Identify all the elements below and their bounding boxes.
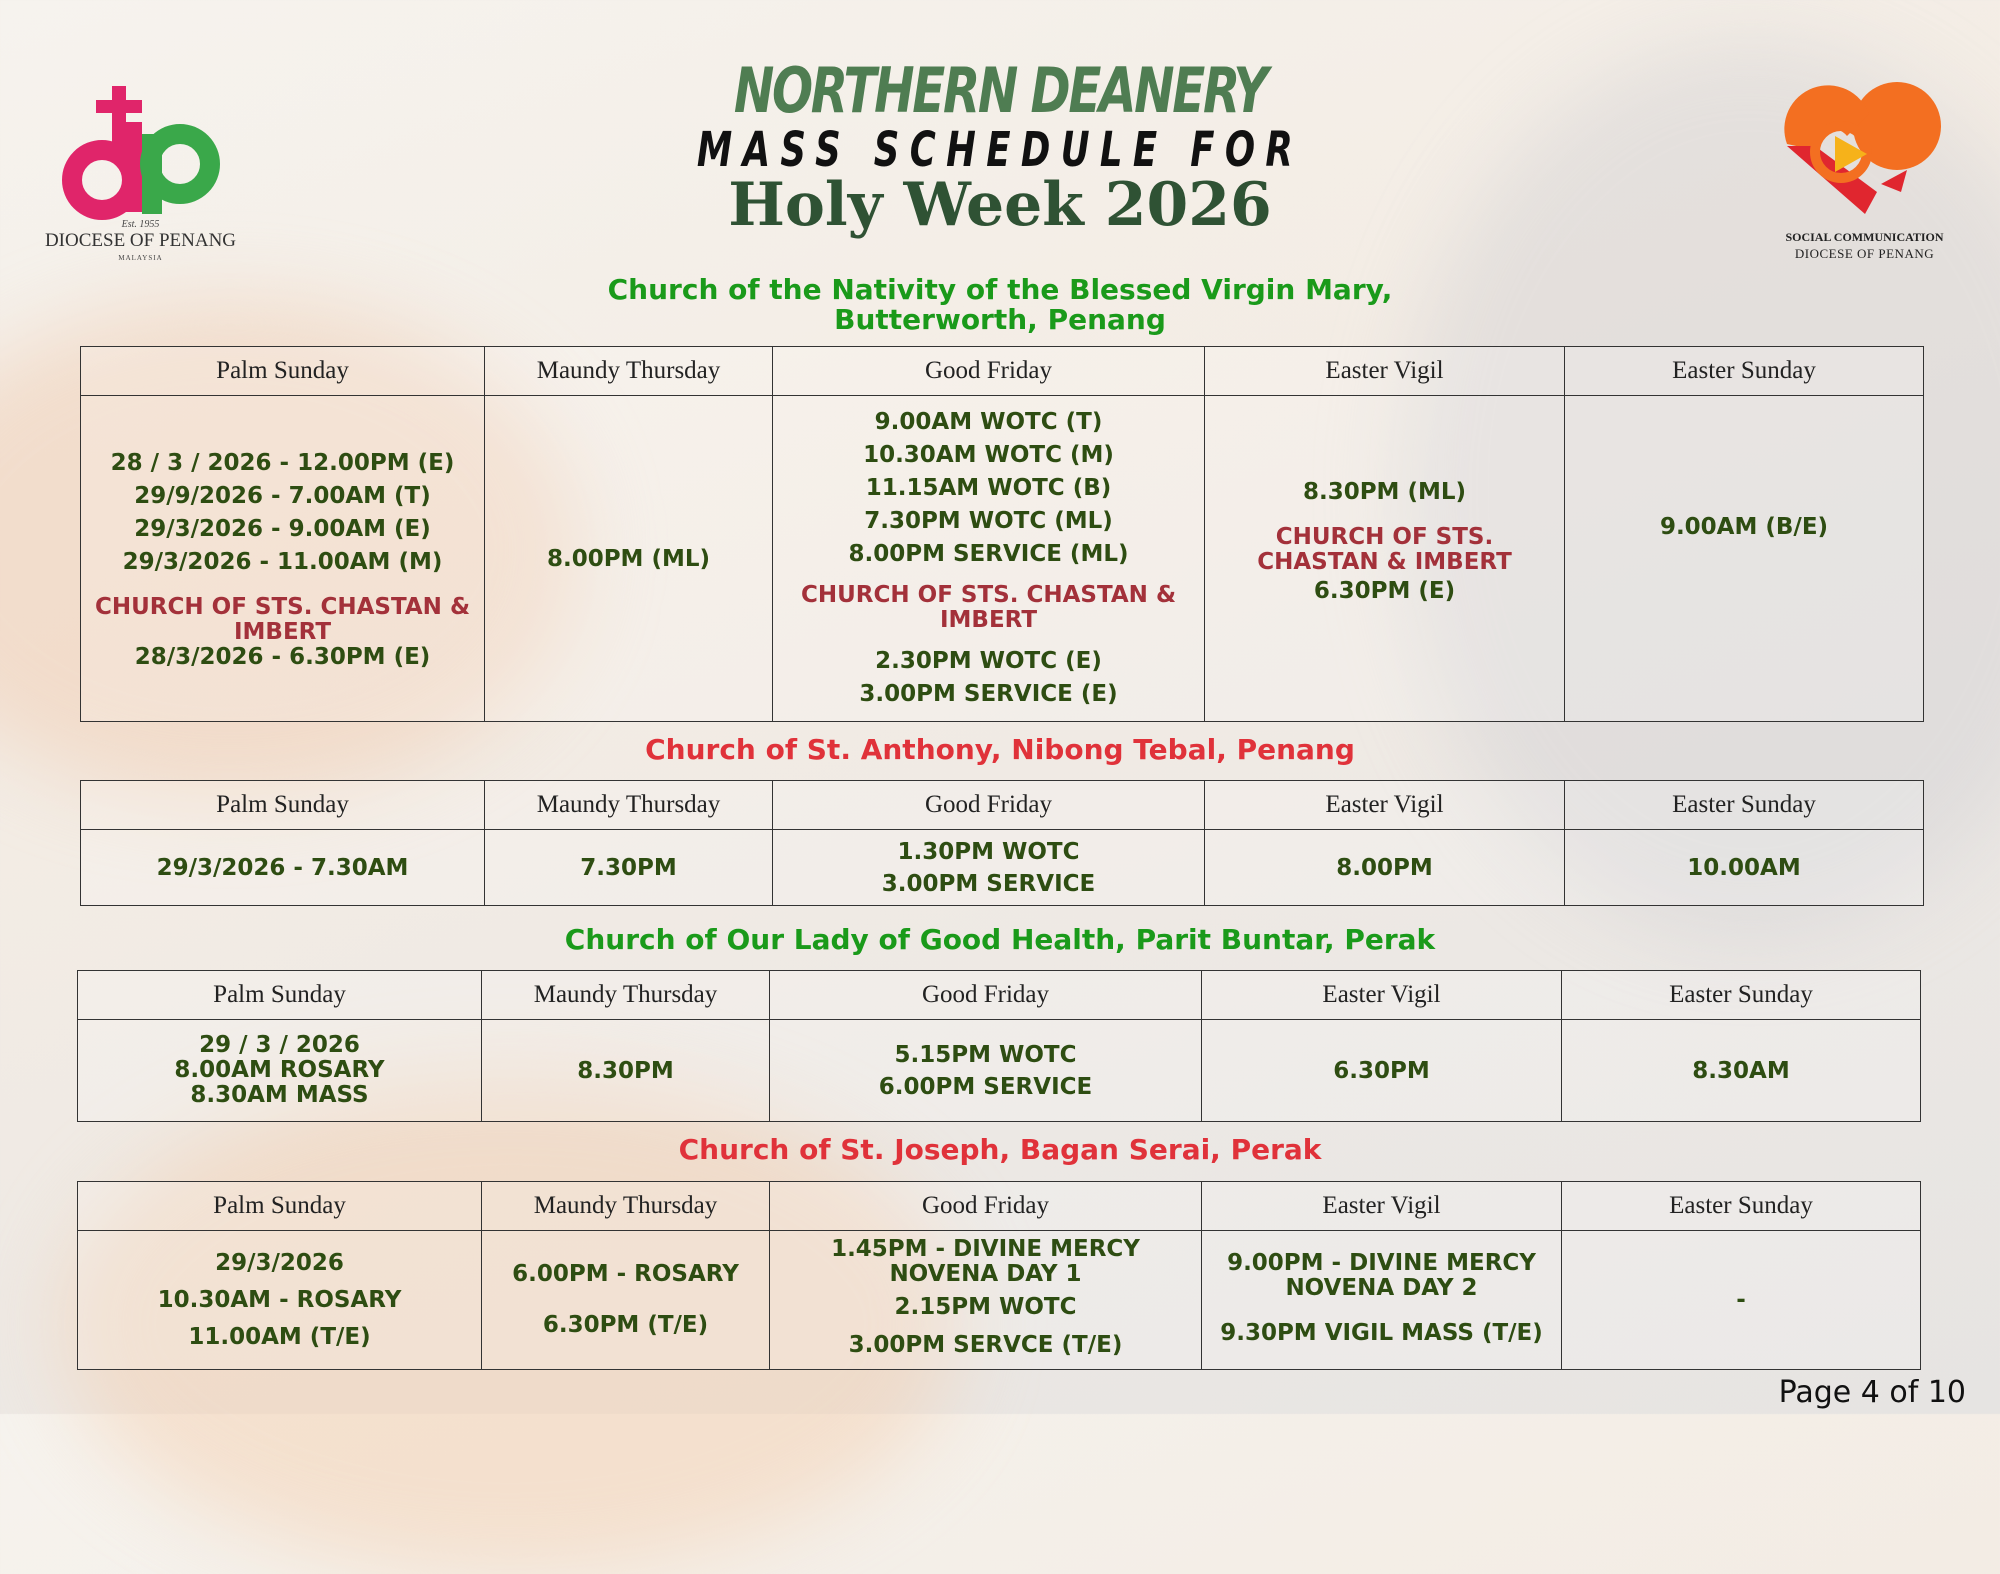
palm-sunday-cell: 29/3/2026 - 7.30AM	[81, 830, 485, 906]
easter-sunday-cell: 8.30AM	[1562, 1020, 1921, 1122]
palm-sunday-cell: 29 / 3 / 2026 8.00AM ROSARY 8.30AM MASS	[78, 1020, 482, 1122]
table-header-row	[81, 347, 1924, 396]
church-title-butterworth: Church of the Nativity of the Blessed Virgin Mary, Butterworth, Penang	[607, 273, 1393, 336]
schedule-table-parit-buntar	[77, 970, 1921, 1122]
maundy-thursday-cell: 6.00PM - ROSARY 6.30PM (T/E)	[482, 1231, 770, 1370]
table-row	[78, 1020, 1921, 1122]
logo-country-text: MALAYSIA	[118, 254, 163, 262]
easter-sunday-cell: 9.00AM (B/E)	[1565, 396, 1924, 722]
easter-sunday-cell: -	[1562, 1231, 1921, 1370]
good-friday-cell: 1.30PM WOTC 3.00PM SERVICE	[773, 830, 1205, 906]
table-row	[81, 830, 1924, 906]
logo-line2-text: DIOCESE OF PENANG	[1794, 246, 1935, 261]
column-header: Maundy Thursday	[485, 347, 773, 396]
schedule-title: MASS SCHEDULE FOR	[696, 122, 1304, 178]
column-header: Good Friday	[773, 781, 1205, 830]
column-header: Maundy Thursday	[482, 971, 770, 1020]
schedule-table-nibong-tebal	[80, 780, 1924, 906]
logo-name-text: DIOCESE OF PENANG	[44, 230, 237, 251]
column-header: Easter Sunday	[1565, 781, 1924, 830]
good-friday-cell: 5.15PM WOTC 6.00PM SERVICE	[770, 1020, 1202, 1122]
column-header: Palm Sunday	[78, 1182, 482, 1231]
column-header: Good Friday	[770, 971, 1202, 1020]
maundy-thursday-cell: 8.30PM	[482, 1020, 770, 1122]
schedule-table-bagan-serai	[77, 1181, 1921, 1370]
table-header-row	[81, 781, 1924, 830]
deanery-title: NORTHERN DEANERY	[733, 54, 1267, 127]
column-header: Maundy Thursday	[482, 1182, 770, 1231]
maundy-thursday-cell: 7.30PM	[485, 830, 773, 906]
easter-vigil-cell: 8.30PM (ML) CHURCH OF STS. CHASTAN & IMBERT 6.30PM (E)	[1205, 396, 1565, 722]
column-header: Palm Sunday	[81, 781, 485, 830]
column-header: Palm Sunday	[78, 971, 482, 1020]
easter-vigil-cell: 9.00PM - DIVINE MERCY NOVENA DAY 2 9.30PM VIGIL MASS (T/E)	[1202, 1231, 1562, 1370]
easter-vigil-cell: 6.30PM	[1202, 1020, 1562, 1122]
palm-sunday-cell: 29/3/2026 10.30AM - ROSARY 11.00AM (T/E)	[78, 1231, 482, 1370]
table-header-row	[78, 971, 1921, 1020]
church-title-bagan-serai: Church of St. Joseph, Bagan Serai, Perak	[678, 1133, 1322, 1166]
maundy-thursday-cell: 8.00PM (ML)	[485, 396, 773, 722]
table-header-row	[78, 1182, 1921, 1231]
holy-week-title: Holy Week 2026	[728, 170, 1272, 240]
column-header: Maundy Thursday	[485, 781, 773, 830]
schedule-table-butterworth	[80, 346, 1924, 722]
easter-vigil-cell: 8.00PM	[1205, 830, 1565, 906]
logo-est-text: Est. 1955	[121, 219, 160, 230]
easter-sunday-cell: 10.00AM	[1565, 830, 1924, 906]
column-header: Easter Sunday	[1562, 971, 1921, 1020]
church-title-nibong-tebal: Church of St. Anthony, Nibong Tebal, Penang	[645, 733, 1355, 766]
good-friday-cell: 9.00AM WOTC (T) 10.30AM WOTC (M) 11.15AM WOTC (B) 7.30PM WOTC (ML) 8.00PM SERVICE (ML) CHURCH OF STS. CHASTAN & IMBERT 2.30PM WOTC (E) 3.00PM SERVICE (E)	[773, 396, 1205, 722]
good-friday-cell: 1.45PM - DIVINE MERCY NOVENA DAY 1 2.15PM WOTC 3.00PM SERVCE (T/E)	[770, 1231, 1202, 1370]
table-row	[81, 396, 1924, 722]
column-header: Palm Sunday	[81, 347, 485, 396]
column-header: Easter Vigil	[1202, 1182, 1562, 1231]
column-header: Easter Sunday	[1562, 1182, 1921, 1231]
page-number: Page 4 of 10	[1778, 1375, 1966, 1410]
logo-line1-text: SOCIAL COMMUNICATION	[1785, 230, 1944, 244]
column-header: Easter Vigil	[1205, 781, 1565, 830]
column-header: Easter Vigil	[1205, 347, 1565, 396]
column-header: Easter Sunday	[1565, 347, 1924, 396]
column-header: Easter Vigil	[1202, 971, 1562, 1020]
palm-sunday-cell: 28 / 3 / 2026 - 12.00PM (E) 29/9/2026 - 7.00AM (T) 29/3/2026 - 9.00AM (E) 29/3/2026 - 11.00AM (M) CHURCH OF STS. CHASTAN & IMBERT 28/3/2026 - 6.30PM (E)	[81, 396, 485, 722]
column-header: Good Friday	[770, 1182, 1202, 1231]
church-title-parit-buntar: Church of Our Lady of Good Health, Parit Buntar, Perak	[564, 923, 1436, 956]
column-header: Good Friday	[773, 347, 1205, 396]
table-row	[78, 1231, 1921, 1370]
